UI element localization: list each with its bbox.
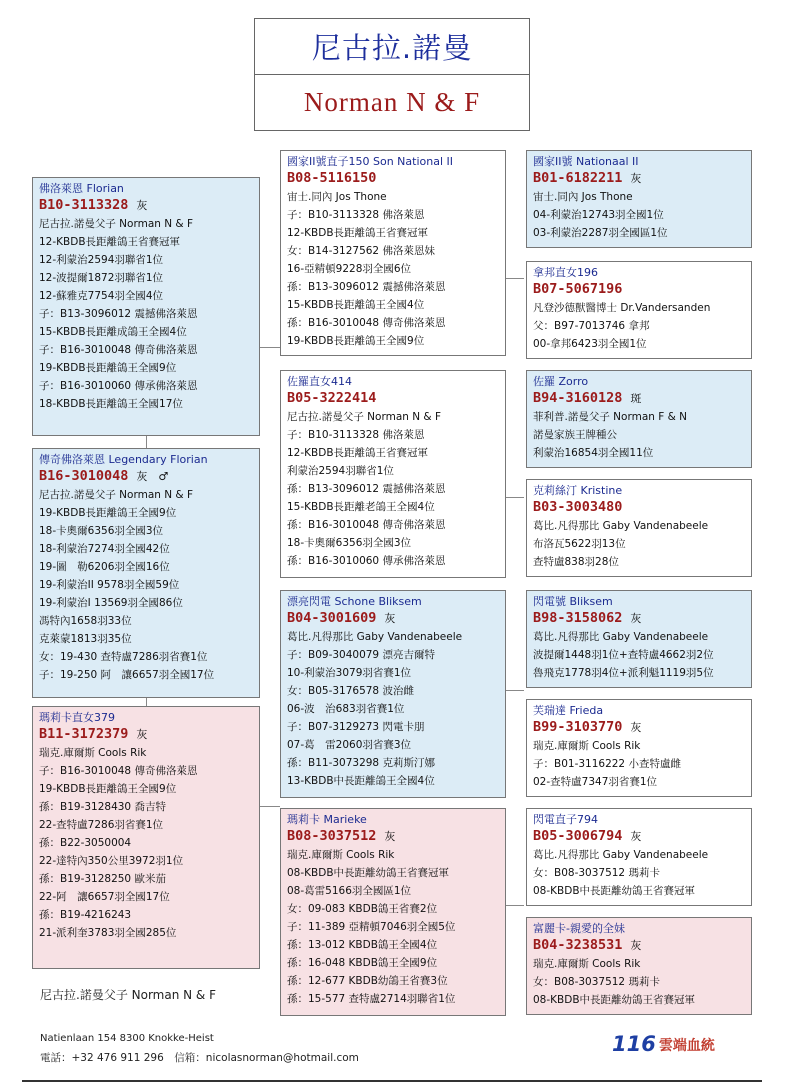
record-line: 波提爾1448羽1位+查特盧4662羽2位 bbox=[533, 649, 714, 661]
record-line: 22-查特盧7286羽省賽1位 bbox=[39, 819, 164, 831]
pigeon-name: 克莉絲汀 Kristine bbox=[533, 484, 623, 497]
ring-number: B07-5067196 bbox=[533, 281, 623, 297]
footer-divider bbox=[22, 1080, 762, 1082]
record-line: 子：B16-3010048 傳奇佛洛萊恩 bbox=[39, 344, 198, 356]
record-line: 利蒙治2594羽聯省1位 bbox=[287, 465, 394, 477]
ring-number: B99-3103770 灰 bbox=[533, 719, 642, 735]
color-tag: 灰 bbox=[630, 830, 642, 843]
page-title-chinese: 尼古拉.諾曼 bbox=[255, 19, 529, 75]
connector-line bbox=[146, 698, 147, 706]
color-tag: 灰 bbox=[630, 939, 642, 952]
title-box bbox=[254, 18, 530, 131]
record-line: 女：09-083 KBDB鴿王省賽2位 bbox=[287, 903, 438, 915]
owner-contact: 電話：+32 476 911 296 信箱：nicolasnorman@hotmail.com bbox=[40, 1052, 359, 1064]
record-line: 諾曼家族王牌種公 bbox=[533, 429, 617, 441]
color-tag: 灰 bbox=[384, 612, 396, 625]
pedigree-card-subject bbox=[32, 706, 260, 969]
record-line: 22-阿 讓6657羽全國17位 bbox=[39, 891, 170, 903]
record-line: 06-波 治683羽省賽1位 bbox=[287, 703, 405, 715]
record-line: 18-利蒙治7274羽全國42位 bbox=[39, 543, 170, 555]
record-line: 孫：B16-3010060 傳承佛洛萊恩 bbox=[287, 555, 446, 567]
pigeon-name: 傳奇佛洛萊恩 Legendary Florian bbox=[39, 453, 208, 466]
record-line: 03-利蒙治2287羽全國區1位 bbox=[533, 227, 668, 239]
record-line: 12-利蒙治2594羽聯省1位 bbox=[39, 254, 164, 266]
record-line: 宙士.同內 Jos Thone bbox=[287, 191, 387, 203]
ring-number: B16-3010048 灰 ♂ bbox=[39, 468, 169, 484]
color-tag: 灰 bbox=[630, 612, 642, 625]
pedigree-card-g5 bbox=[526, 590, 752, 688]
record-line: 凡登沙德獸醫博士 Dr.Vandersanden bbox=[533, 302, 711, 314]
record-line: 子：19-250 阿 讓6657羽全國17位 bbox=[39, 669, 215, 681]
ring-number: B94-3160128 斑 bbox=[533, 390, 642, 406]
ring-number: B08-3037512 灰 bbox=[287, 828, 396, 844]
record-line: 19-KBDB長距離鴿王全國9位 bbox=[39, 783, 177, 795]
ring-number: B03-3003480 bbox=[533, 499, 623, 515]
record-line: 葛比.凡得那比 Gaby Vandenabeele bbox=[533, 631, 709, 643]
record-line: 10-利蒙治3079羽省賽1位 bbox=[287, 667, 412, 679]
record-line: 子：B13-3096012 震撼佛洛萊恩 bbox=[39, 308, 198, 320]
pigeon-name: 閃電直子794 bbox=[533, 813, 598, 826]
record-line: 子：B16-3010060 傳承佛洛萊恩 bbox=[39, 380, 198, 392]
pedigree-card-dam bbox=[280, 808, 506, 1016]
pedigree-card-sire-dam bbox=[280, 590, 506, 798]
record-line: 女：B05-3176578 波治雌 bbox=[287, 685, 414, 697]
ring-number: B10-3113328 灰 bbox=[39, 197, 148, 213]
record-line: 18-卡奧爾6356羽全國3位 bbox=[39, 525, 164, 537]
record-line: 08-KBDB中長距離幼鴿王省賽冠軍 bbox=[287, 867, 450, 879]
color-tag: 灰 bbox=[630, 172, 642, 185]
record-line: 08-葛雷5166羽全國區1位 bbox=[287, 885, 412, 897]
record-line: 12-蘇雅克7754羽全國4位 bbox=[39, 290, 164, 302]
record-line: 宙士.同內 Jos Thone bbox=[533, 191, 633, 203]
record-line: 葛比.凡得那比 Gaby Vandenabeele bbox=[533, 520, 709, 532]
pedigree-card-sire bbox=[32, 448, 260, 698]
color-tag: 灰 bbox=[136, 199, 148, 212]
record-line: 08-KBDB中長距離幼鴿王省賽冠軍 bbox=[533, 994, 696, 1006]
pigeon-name: 國家II號直子150 Son National II bbox=[287, 155, 453, 168]
record-line: 子：B07-3129273 閃電卡朋 bbox=[287, 721, 425, 733]
record-line: 15-KBDB長距離鴿王全國4位 bbox=[287, 299, 425, 311]
ring-number: B05-3006794 灰 bbox=[533, 828, 642, 844]
record-line: 04-利蒙治12743羽全國1位 bbox=[533, 209, 664, 221]
record-line: 18-卡奧爾6356羽全國3位 bbox=[287, 537, 412, 549]
record-line: 孫：B11-3073298 克莉斯汀娜 bbox=[287, 757, 435, 769]
record-line: 19-利蒙治II 9578羽全國59位 bbox=[39, 579, 180, 591]
pedigree-card-sire-sire bbox=[32, 177, 260, 436]
color-tag: 斑 bbox=[630, 392, 642, 405]
record-line: 子：B10-3113328 佛洛萊恩 bbox=[287, 209, 425, 221]
record-line: 孫：B19-4216243 bbox=[39, 909, 132, 921]
record-line: 22-達特內350公里3972羽1位 bbox=[39, 855, 184, 867]
record-line: 21-派利奎3783羽全國285位 bbox=[39, 927, 177, 939]
record-line: 瑞克.庫爾斯 Cools Rik bbox=[287, 849, 395, 861]
record-line: 13-KBDB中長距離鴿王全國4位 bbox=[287, 775, 435, 787]
record-line: 女：19-430 查特盧7286羽省賽1位 bbox=[39, 651, 208, 663]
record-line: 孫：B13-3096012 震撼佛洛萊恩 bbox=[287, 281, 446, 293]
record-line: 19-利蒙治I 13569羽全國86位 bbox=[39, 597, 183, 609]
record-line: 葛比.凡得那比 Gaby Vandenabeele bbox=[533, 849, 709, 861]
color-tag: 灰 bbox=[136, 728, 148, 741]
record-line: 12-KBDB長距離鴿王省賽冠軍 bbox=[287, 447, 429, 459]
pigeon-name: 佐羅 Zorro bbox=[533, 375, 589, 388]
connector-line bbox=[506, 497, 524, 498]
connector-line bbox=[506, 278, 524, 279]
record-line: 尼古拉.諾曼父子 Norman N & F bbox=[39, 489, 193, 501]
logo-text: 雲端血統 bbox=[658, 1038, 715, 1054]
pigeon-name: 漂亮閃電 Schone Bliksem bbox=[287, 595, 422, 608]
owner-name: 尼古拉.諾曼父子 Norman N & F bbox=[40, 988, 216, 1002]
color-tag: 灰 ♂ bbox=[136, 470, 169, 483]
record-line: 女：B08-3037512 瑪莉卡 bbox=[533, 976, 660, 988]
record-line: 子：B16-3010048 傳奇佛洛萊恩 bbox=[39, 765, 198, 777]
record-line: 02-查特盧7347羽省賽1位 bbox=[533, 776, 658, 788]
record-line: 父：B97-7013746 拿邦 bbox=[533, 320, 650, 332]
record-line: 19-KBDB長距離鴿王全國9位 bbox=[287, 335, 425, 347]
record-line: 19-KBDB長距離鴿王全國9位 bbox=[39, 362, 177, 374]
record-line: 瑞克.庫爾斯 Cools Rik bbox=[533, 740, 641, 752]
record-line: 子：B09-3040079 漂亮吉爾特 bbox=[287, 649, 435, 661]
record-line: 子：11-389 亞精頓7046羽全國5位 bbox=[287, 921, 456, 933]
record-line: 克萊蒙1813羽35位 bbox=[39, 633, 132, 645]
record-line: 19-KBDB長距離鴿王全國9位 bbox=[39, 507, 177, 519]
ring-number: B11-3172379 灰 bbox=[39, 726, 148, 742]
pigeon-name: 瑪莉卡直女379 bbox=[39, 711, 115, 724]
record-line: 15-KBDB長距離成鴿王全國4位 bbox=[39, 326, 187, 338]
page-title-english: Norman N & F bbox=[303, 87, 481, 117]
pigeon-name: 拿邦直女196 bbox=[533, 266, 598, 279]
record-line: 孫：15-577 查特盧2714羽聯省1位 bbox=[287, 993, 456, 1005]
pigeon-name: 芙瑞達 Frieda bbox=[533, 704, 604, 717]
record-line: 孫：B13-3096012 震撼佛洛萊恩 bbox=[287, 483, 446, 495]
pedigree-card-ss-sire bbox=[280, 150, 506, 356]
record-line: 瑞克.庫爾斯 Cools Rik bbox=[39, 747, 147, 759]
record-line: 女：B08-3037512 瑪莉卡 bbox=[533, 867, 660, 879]
color-tag: 灰 bbox=[384, 830, 396, 843]
connector-line bbox=[506, 690, 524, 691]
pigeon-name: 佛洛萊恩 Florian bbox=[39, 182, 124, 195]
pedigree-card-ss-dam bbox=[280, 370, 506, 578]
connector-line bbox=[260, 347, 280, 348]
connector-line bbox=[506, 905, 524, 906]
pedigree-card-g1 bbox=[526, 150, 752, 248]
ring-number: B08-5116150 bbox=[287, 170, 377, 186]
record-line: 魯飛克1778羽4位+派利魁1119羽5位 bbox=[533, 667, 714, 679]
pigeon-name: 佐羅直女414 bbox=[287, 375, 352, 388]
pedigree-card-g4 bbox=[526, 479, 752, 577]
ring-number: B05-3222414 bbox=[287, 390, 377, 406]
record-line: 子：B10-3113328 佛洛萊恩 bbox=[287, 429, 425, 441]
record-line: 孫：B19-3128250 歐米茄 bbox=[39, 873, 166, 885]
record-line: 孫：B22-3050004 bbox=[39, 837, 132, 849]
record-line: 馮特內1658羽33位 bbox=[39, 615, 132, 627]
ring-number: B98-3158062 灰 bbox=[533, 610, 642, 626]
connector-line bbox=[260, 806, 280, 807]
record-line: 07-葛 雷2060羽省賽3位 bbox=[287, 739, 412, 751]
record-line: 08-KBDB中長距離幼鴿王省賽冠軍 bbox=[533, 885, 696, 897]
pigeon-name: 閃電號 Bliksem bbox=[533, 595, 613, 608]
owner-address: Natienlaan 154 8300 Knokke-Heist bbox=[40, 1033, 214, 1044]
pedigree-card-g6 bbox=[526, 699, 752, 797]
logo-number: 116 bbox=[612, 1032, 656, 1056]
record-line: 孫：16-048 KBDB鴿王全國9位 bbox=[287, 957, 438, 969]
record-line: 尼古拉.諾曼父子 Norman N & F bbox=[287, 411, 441, 423]
record-line: 12-KBDB長距離鴿王省賽冠軍 bbox=[287, 227, 429, 239]
pigeon-name: 瑪莉卡 Marieke bbox=[287, 813, 367, 826]
record-line: 葛比.凡得那比 Gaby Vandenabeele bbox=[287, 631, 463, 643]
record-line: 18-KBDB長距離鴿王全國17位 bbox=[39, 398, 183, 410]
record-line: 15-KBDB長距離老鴿王全國4位 bbox=[287, 501, 435, 513]
record-line: 16-亞精頓9228羽全國6位 bbox=[287, 263, 412, 275]
record-line: 00-拿邦6423羽全國1位 bbox=[533, 338, 647, 350]
record-line: 瑞克.庫爾斯 Cools Rik bbox=[533, 958, 641, 970]
pedigree-card-g2 bbox=[526, 261, 752, 359]
record-line: 12-波提爾1872羽聯省1位 bbox=[39, 272, 164, 284]
record-line: 布洛瓦5622羽13位 bbox=[533, 538, 626, 550]
record-line: 孫：B16-3010048 傳奇佛洛萊恩 bbox=[287, 519, 446, 531]
ring-number: B01-6182211 灰 bbox=[533, 170, 642, 186]
record-line: 孫：13-012 KBDB鴿王全國4位 bbox=[287, 939, 438, 951]
record-line: 孫：12-677 KBDB幼鴿王省賽3位 bbox=[287, 975, 448, 987]
brand-logo bbox=[612, 1030, 715, 1056]
pedigree-card-g3 bbox=[526, 370, 752, 468]
pedigree-card-g8 bbox=[526, 917, 752, 1015]
record-line: 女：B14-3127562 佛洛萊恩妹 bbox=[287, 245, 435, 257]
record-line: 孫：B16-3010048 傳奇佛洛萊恩 bbox=[287, 317, 446, 329]
record-line: 菲利普.諾曼父子 Norman F & N bbox=[533, 411, 687, 423]
pigeon-name: 富麗卡-親愛的全妹 bbox=[533, 922, 625, 935]
record-line: 12-KBDB長距離鴿王省賽冠軍 bbox=[39, 236, 181, 248]
record-line: 19-圖 勒6206羽全國16位 bbox=[39, 561, 170, 573]
pedigree-card-g7 bbox=[526, 808, 752, 906]
record-line: 尼古拉.諾曼父子 Norman N & F bbox=[39, 218, 193, 230]
record-line: 查特盧838羽28位 bbox=[533, 556, 619, 568]
pigeon-name: 國家II號 Nationaal II bbox=[533, 155, 639, 168]
ring-number: B04-3001609 灰 bbox=[287, 610, 396, 626]
connector-line bbox=[146, 436, 147, 448]
color-tag: 灰 bbox=[630, 721, 642, 734]
record-line: 孫：B19-3128430 喬吉特 bbox=[39, 801, 166, 813]
record-line: 子：B01-3116222 小查特盧雌 bbox=[533, 758, 681, 770]
record-line: 利蒙治16854羽全國11位 bbox=[533, 447, 654, 459]
ring-number: B04-3238531 灰 bbox=[533, 937, 642, 953]
